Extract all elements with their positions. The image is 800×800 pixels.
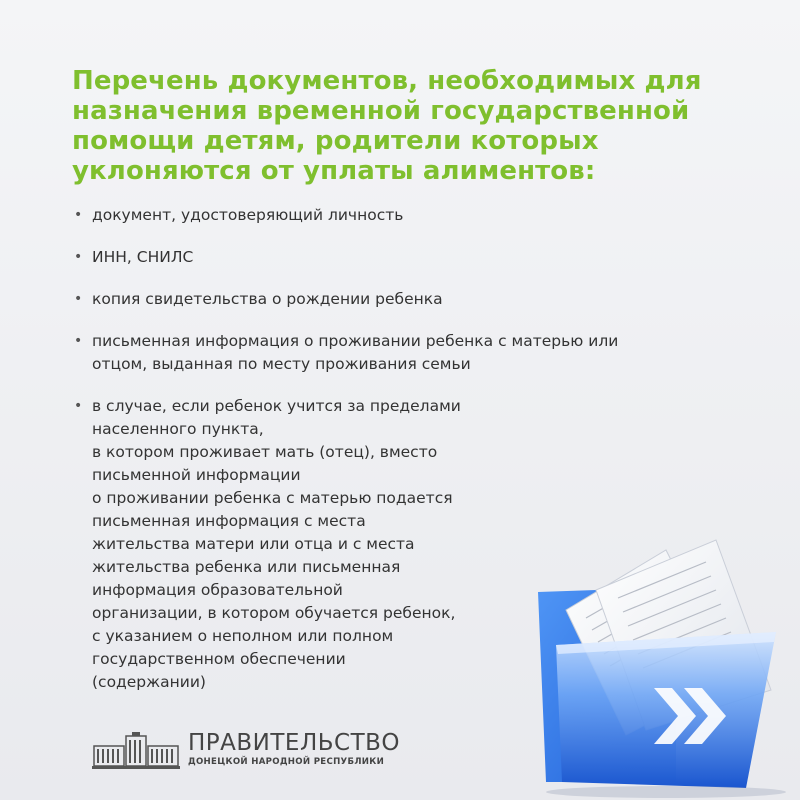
logo-subtitle: ДОНЕЦКОЙ НАРОДНОЙ РЕСПУБЛИКИ [188,757,385,767]
item-text: ИНН, СНИЛС [92,248,194,266]
item-text: населенного пункта, [92,420,264,438]
item-text: отцом, выданная по месту проживания семьи [92,355,471,373]
item-text: в котором проживает мать (отец), вместо [92,443,438,461]
item-text: жительства матери или отца и с места [92,535,415,553]
bullet: • [74,333,83,349]
spacer [72,311,732,330]
list-item [72,288,732,311]
title-line: уклоняются от уплаты алиментов: [72,156,596,186]
item-text: с указанием о неполном или полном [92,627,394,645]
bullet: • [74,207,83,223]
title-line: назначения временной государственной [72,96,690,126]
item-text: информация образовательной [92,581,343,599]
list-item [72,330,732,376]
spacer [72,227,732,246]
government-building-icon [92,732,180,770]
list-item [72,246,732,269]
item-text: в случае, если ребенок учится за пределами [92,397,461,415]
item-text: письменная информация о проживании ребенка с матерью или [92,332,619,350]
list-item [72,204,732,227]
bullet: • [74,291,83,307]
item-text: жительства ребенка или письменная [92,558,401,576]
spacer [72,376,732,395]
bullet: • [74,398,83,414]
spacer [72,269,732,288]
title-line: Перечень документов, необходимых для [72,66,702,96]
logo-title: ПРАВИТЕЛЬСТВО [188,730,401,756]
bullet: • [74,249,83,265]
item-text: о проживании ребенка с матерью подается [92,489,453,507]
item-text: государственном обеспечении [92,650,346,668]
item-text: копия свидетельства о рождении ребенка [92,290,443,308]
item-text: документ, удостоверяющий личность [92,206,404,224]
documents-folder-illustration [526,520,800,800]
title-line: помощи детям, родители которых [72,126,599,156]
page-title [72,66,732,186]
item-text: организации, в котором обучается ребенок, [92,604,456,622]
item-text: (содержании) [92,673,206,691]
government-logo [92,730,401,774]
item-text: письменная информация с места [92,512,366,530]
item-text: письменной информации [92,466,301,484]
